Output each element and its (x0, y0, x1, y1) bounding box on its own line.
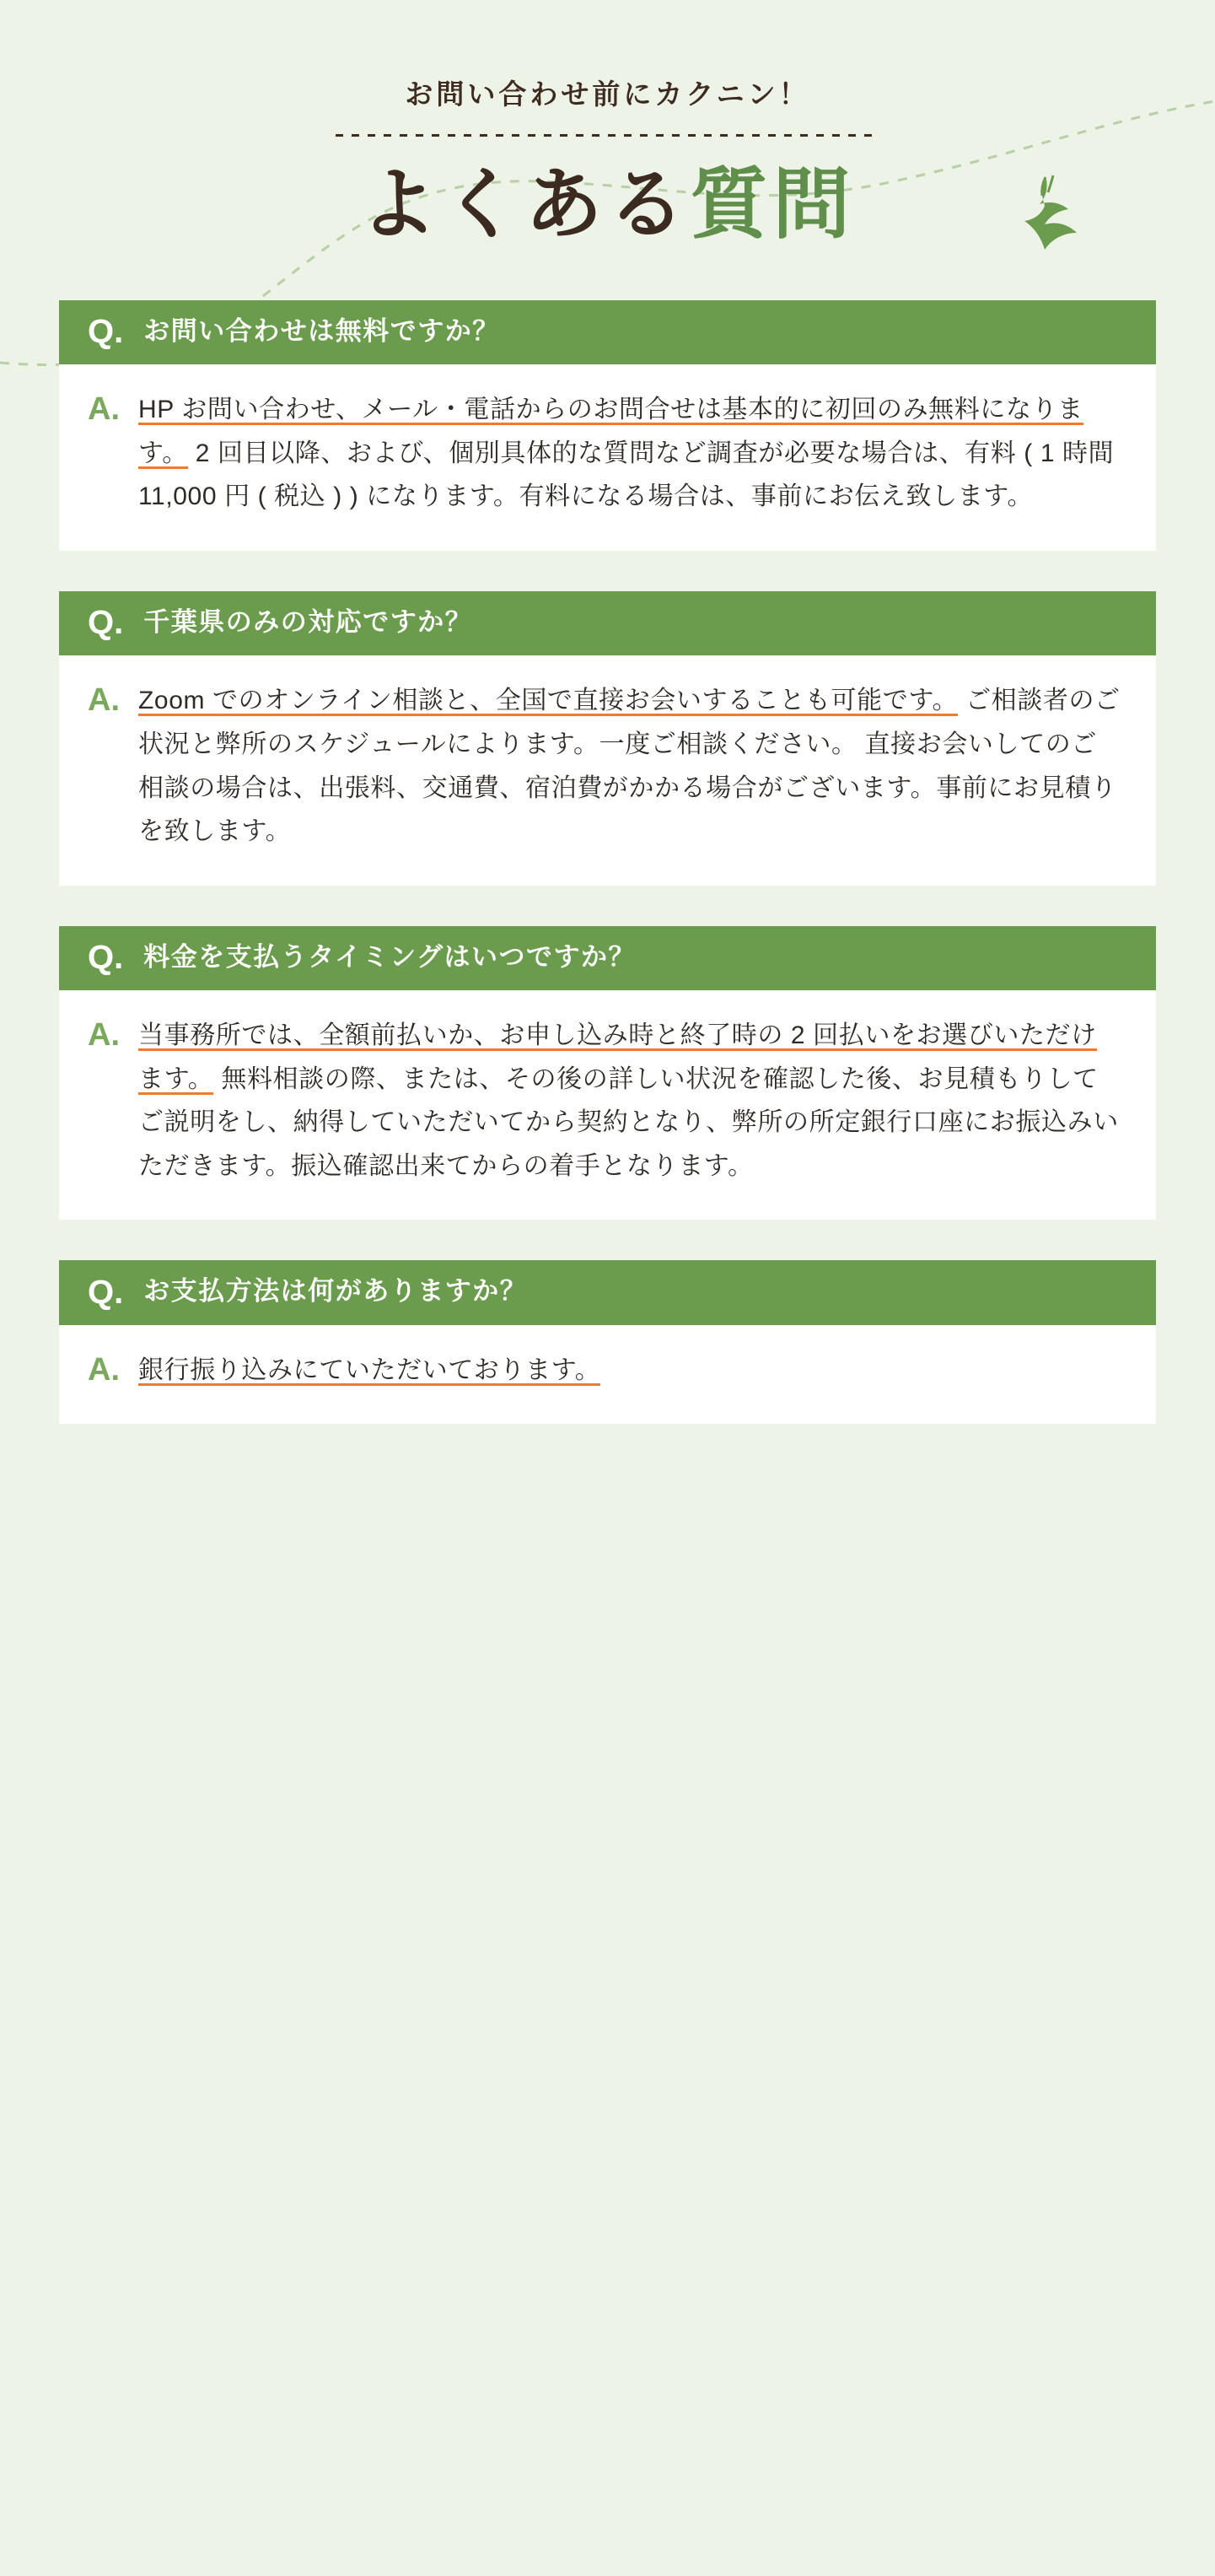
page-title-plain: よくある (359, 162, 691, 248)
question-marker: Q. (88, 604, 124, 642)
answer-marker: A. (88, 391, 120, 428)
faq-question-bar[interactable] (59, 926, 1156, 990)
faq-answer-highlight: Zoom でのオンライン相談と、全国で直接お会いすることも可能です。 (138, 687, 959, 715)
answer-marker: A. (88, 682, 120, 719)
page-title-accent: 質問 (690, 162, 856, 248)
faq-list (59, 254, 1156, 1566)
faq-answer (59, 655, 1156, 885)
faq-answer-body (138, 1014, 1122, 1188)
faq-answer-highlight: HP お問い合わせ、メール・電話からのお問合せは基本的に初回のみ無料になります。 (138, 396, 1083, 467)
faq-answer-rest: 無料相談の際、または、その後の詳しい状況を確認した後、お見積もりしてご説明をし、納得していただいてから契約となり、弊所の所定銀行口座にお振込みいただきます。振込確認出来てからの着手となります。 (138, 1064, 1119, 1180)
faq-question-text: 千葉県のみの対応ですか？ (143, 607, 473, 638)
question-marker: Q. (88, 1273, 124, 1311)
bird-icon (997, 169, 1090, 261)
faq-item (59, 926, 1156, 1221)
header-kicker: お問い合わせ前にカクニン！ (405, 78, 810, 110)
faq-question-bar[interactable] (59, 1260, 1156, 1324)
page-header (0, 0, 1215, 254)
header-divider (336, 134, 880, 137)
faq-item (59, 300, 1156, 551)
faq-question-text: お支払方法は何がありますか？ (143, 1276, 528, 1307)
faq-answer-body (138, 679, 1122, 853)
faq-question-bar[interactable] (59, 591, 1156, 655)
faq-answer (59, 990, 1156, 1220)
faq-answer-body (138, 388, 1122, 519)
faq-question-text: 料金を支払うタイミングはいつですか？ (143, 941, 636, 972)
answer-marker: A. (88, 1017, 120, 1054)
faq-answer (59, 1325, 1156, 1425)
question-marker: Q. (88, 313, 124, 351)
faq-item (59, 1260, 1156, 1424)
faq-answer-body (138, 1349, 1122, 1393)
faq-answer (59, 364, 1156, 551)
faq-answer-rest: 2 回目以降、および、個別具体的な質問など調査が必要な場合は、有料 ( 1 時間 11,000 円 ( 税込 ) ) になります。有料になる場合は、事前にお伝え致します。 (138, 439, 1115, 511)
answer-marker: A. (88, 1351, 120, 1388)
faq-question-bar[interactable] (59, 300, 1156, 364)
faq-answer-rest: ご相談者のご状況と弊所のスケジュールによります。一度ご相談ください。 直接お会いしてのご相談の場合は、出張料、交通費、宿泊費がかかる場合がございます。事前にお見積りを致します。 (138, 687, 1121, 846)
faq-answer-highlight: 銀行振り込みにていただいております。 (138, 1355, 601, 1384)
faq-item (59, 591, 1156, 886)
question-marker: Q. (88, 938, 124, 976)
faq-question-text: お問い合わせは無料ですか？ (143, 316, 500, 346)
faq-answer-highlight: 当事務所では、全額前払いか、お申し込み時と終了時の 2 回払いをお選びいただけます。 (138, 1021, 1097, 1093)
